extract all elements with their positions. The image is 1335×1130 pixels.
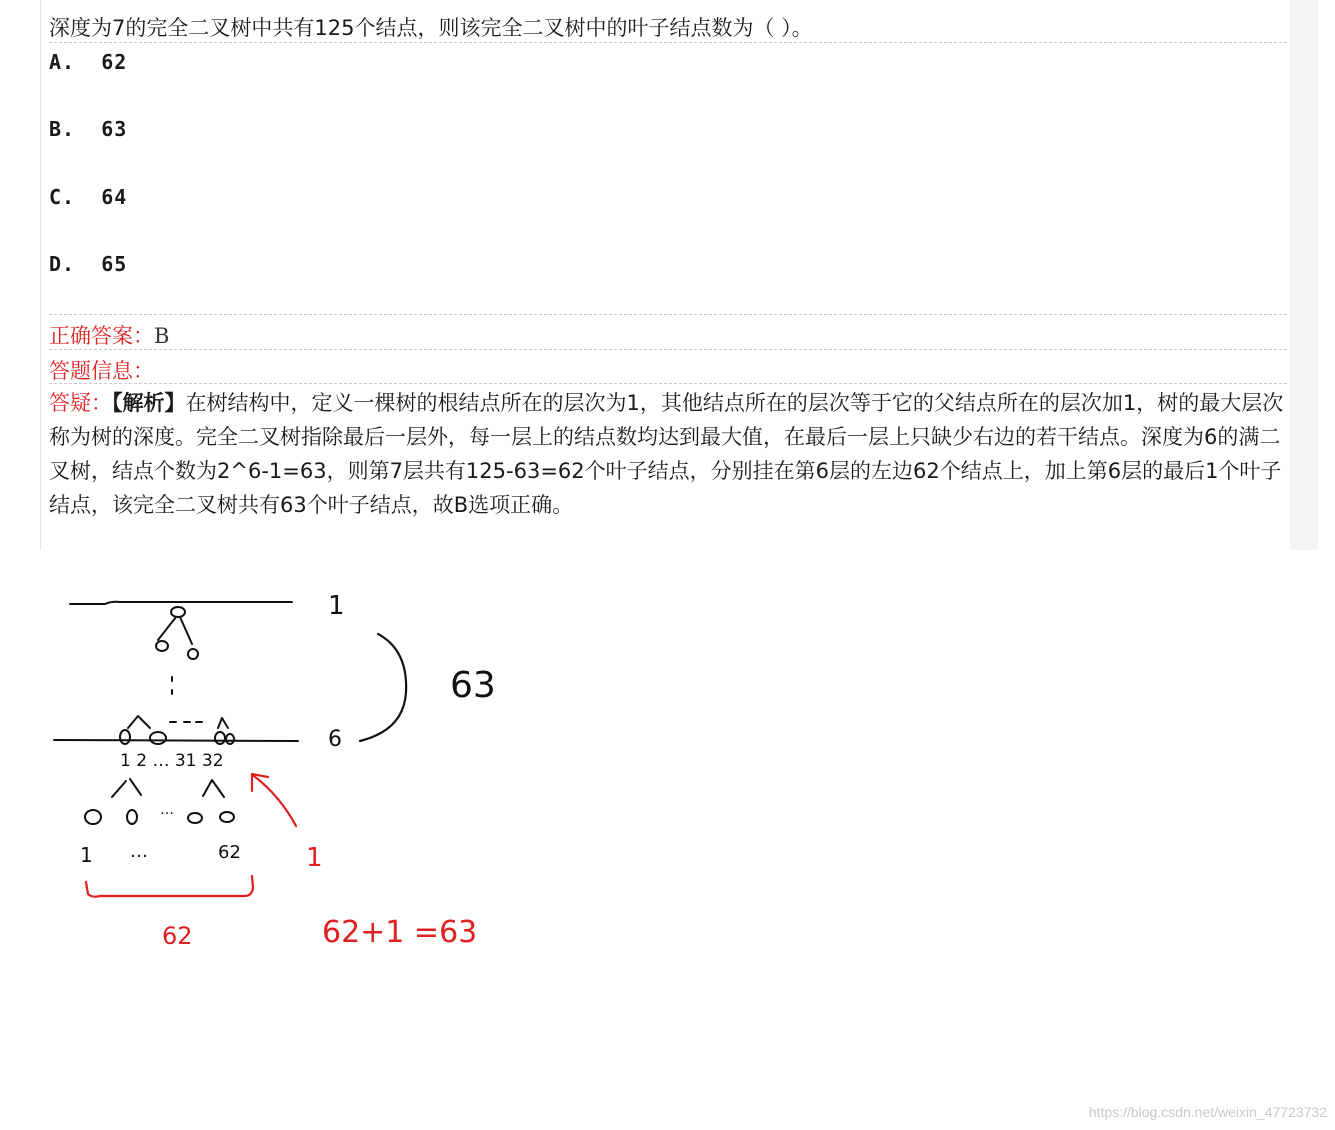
sketch-node <box>120 730 130 744</box>
option-value: 63 <box>101 117 128 141</box>
sketch-brace <box>360 634 406 741</box>
option-value: 64 <box>101 185 128 209</box>
red-brace-value: 62 <box>162 922 193 950</box>
sketch-node <box>188 649 198 659</box>
sketch-edge <box>128 716 228 728</box>
sketch-node <box>220 812 234 822</box>
red-one-label: 1 <box>306 843 323 873</box>
red-equation: 62+1 =63 <box>322 915 478 950</box>
option-label: C. <box>49 185 76 209</box>
leaf-first-label: 1 <box>80 843 93 867</box>
leaf-dots: … <box>130 841 148 862</box>
brace-total-label: 63 <box>450 665 496 706</box>
option-label: A. <box>49 50 76 74</box>
level-label-bottom: 6 <box>328 727 342 752</box>
leaf-dots-mid: … <box>160 802 174 818</box>
option-value: 62 <box>101 50 128 74</box>
watermark: https://blog.csdn.net/weixin_47723732 <box>1088 1104 1327 1120</box>
sketch-node <box>188 813 202 823</box>
level-label-top: 1 <box>328 591 345 621</box>
sketch-node <box>150 732 166 744</box>
sketch-node <box>215 732 225 744</box>
question-text: 深度为7的完全二叉树中共有125个结点，则该完全二叉树中的叶子结点数为（ ）。 <box>49 16 813 40</box>
sketch-node <box>156 641 168 651</box>
sketch-node <box>127 810 137 824</box>
sketch-line <box>54 740 298 741</box>
option-value: 65 <box>101 252 128 276</box>
leaf-last-label: 62 <box>218 842 241 863</box>
sketch-node <box>85 810 101 824</box>
explanation-tag: 【解析】 <box>112 391 186 415</box>
sketch-line <box>70 602 292 604</box>
row6-node-labels: 1 2 … 31 32 <box>120 751 224 771</box>
explanation-text: 在树结构中，定义一棵树的根结点所在的层次为1，其他结点所在的层次等于它的父结点所在的层次加1，树的最大层次称为树的深度。完全二叉树指除最后一层外，每一层上的结点数均达到最大值，在最后一层上只缺少右边的若干结点。深度为6的满二叉树，结点个数为2^6-1=63，则第7层共有125-63=62个叶子结点，分别挂在第6层的左边62个结点上，加上第6层的最后1个叶子结点，该完全二叉树共有63个叶子结点，故B选项正确。 <box>49 391 1284 517</box>
sketch-node <box>171 607 185 617</box>
option-label: B. <box>49 117 76 141</box>
sketch-node <box>226 734 234 744</box>
correct-answer-label: 正确答案： <box>49 324 154 348</box>
answer-info-label: 答题信息： <box>49 359 154 383</box>
explanation-label: 答疑： <box>49 391 112 415</box>
sketch-edge <box>158 617 192 644</box>
sketch-edge <box>112 779 224 797</box>
red-arrow <box>254 776 296 826</box>
red-brace <box>86 876 253 897</box>
correct-answer-value: B <box>154 324 170 348</box>
option-label: D. <box>49 252 76 276</box>
